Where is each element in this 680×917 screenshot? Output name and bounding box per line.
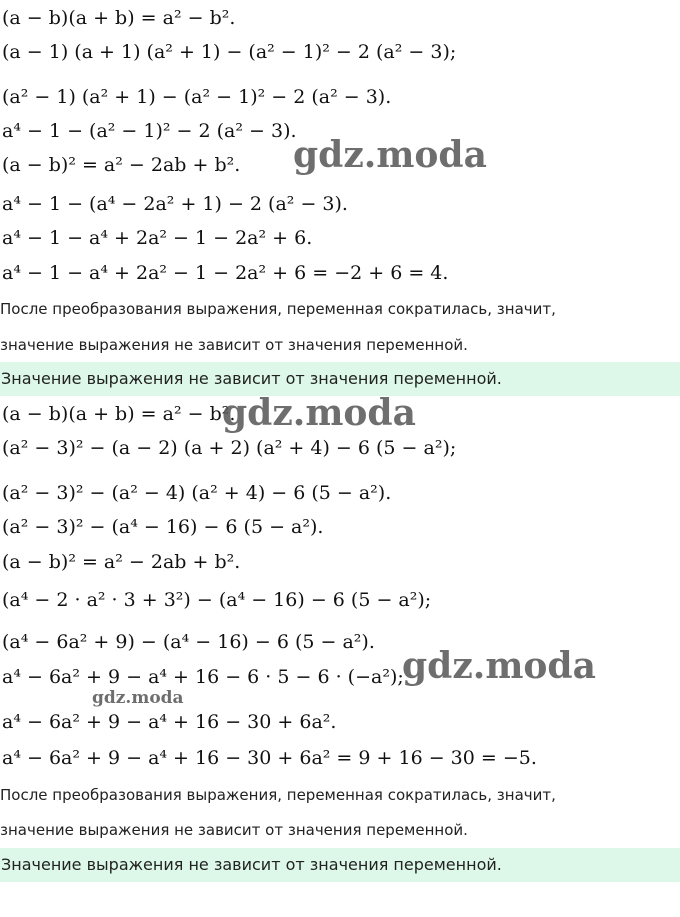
math-line: (a² − 1) (a² + 1) − (a² − 1)² − 2 (a² − 3). — [2, 86, 392, 108]
math-line: (a − b)² = a² − 2ab + b². — [2, 551, 241, 573]
math-line: (a − b)² = a² − 2ab + b². — [2, 154, 241, 176]
math-line: a⁴ − 1 − (a² − 1)² − 2 (a² − 3). — [2, 120, 297, 142]
answer-box — [0, 848, 680, 882]
answer-text: Значение выражения не зависит от значения переменной. — [1, 855, 502, 874]
math-line: (a² − 3)² − (a⁴ − 16) − 6 (5 − a²). — [2, 516, 324, 538]
math-line: (a² − 3)² − (a² − 4) (a² + 4) − 6 (5 − a²). — [2, 482, 392, 504]
explanation-text: После преобразования выражения, переменная сократилась, значит, — [0, 300, 556, 318]
math-line: a⁴ − 6a² + 9 − a⁴ + 16 − 6 · 5 − 6 · (−a²); — [2, 666, 404, 688]
answer-text: Значение выражения не зависит от значения переменной. — [1, 369, 502, 388]
answer-box — [0, 362, 680, 396]
math-line-cancelled: a⁴ − 1 − a⁴ + 2a² − 1 − 2a² + 6 = −2 + 6 = 4. — [2, 262, 449, 284]
watermark-logo: gdz.moda — [402, 645, 596, 687]
watermark-logo: gdz.moda — [92, 688, 184, 708]
math-line: (a² − 3)² − (a − 2) (a + 2) (a² + 4) − 6 (5 − a²); — [2, 437, 457, 459]
watermark-logo: gdz.moda — [222, 392, 416, 434]
explanation-text: значение выражения не зависит от значения переменной. — [0, 821, 468, 839]
watermark-logo: gdz.moda — [293, 134, 487, 176]
math-line: (a⁴ − 2 · a² · 3 + 3²) − (a⁴ − 16) − 6 (5 − a²); — [2, 589, 432, 611]
math-line: a⁴ − 1 − (a⁴ − 2a² + 1) − 2 (a² − 3). — [2, 193, 348, 215]
explanation-text: значение выражения не зависит от значения переменной. — [0, 336, 468, 354]
explanation-text: После преобразования выражения, переменная сократилась, значит, — [0, 786, 556, 804]
math-line: a⁴ − 6a² + 9 − a⁴ + 16 − 30 + 6a². — [2, 711, 337, 733]
math-line: (a − b)(a + b) = a² − b². — [2, 7, 236, 29]
math-line: (a − 1) (a + 1) (a² + 1) − (a² − 1)² − 2 (a² − 3); — [2, 41, 457, 63]
math-line-cancelled: a⁴ − 6a² + 9 − a⁴ + 16 − 30 + 6a² = 9 + 16 − 30 = −5. — [2, 747, 537, 769]
math-line: (a − b)(a + b) = a² − b². — [2, 403, 236, 425]
math-line: a⁴ − 1 − a⁴ + 2a² − 1 − 2a² + 6. — [2, 227, 313, 249]
math-line: (a⁴ − 6a² + 9) − (a⁴ − 16) − 6 (5 − a²). — [2, 631, 375, 653]
